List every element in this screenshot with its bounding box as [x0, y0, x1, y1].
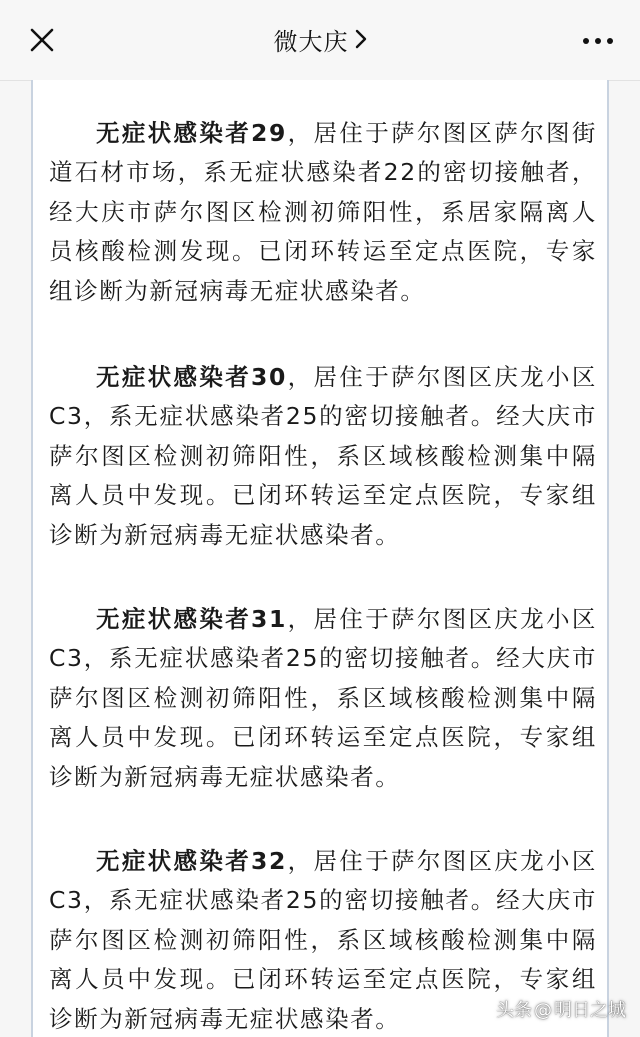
- article-paragraph: [49, 114, 597, 312]
- more-options-button[interactable]: [580, 26, 616, 56]
- case-heading: 无症状感染者30: [96, 362, 287, 391]
- account-name-link[interactable]: [274, 28, 367, 56]
- close-button[interactable]: [24, 22, 60, 58]
- article-paragraph: [49, 600, 597, 798]
- watermark-author: 明日之城: [554, 1000, 626, 1021]
- more-dots-icon: [580, 26, 616, 56]
- case-body: ，居住于萨尔图区庆龙小区C3，系无症状感染者25的密切接触者。经大庆市萨尔图区检测初筛阳性，系区域核酸检测集中隔离人员中发现。已闭环转运至定点医院，专家组诊断为新冠病毒无症状感染者。: [49, 362, 597, 549]
- source-watermark: [496, 993, 626, 1029]
- close-icon: [24, 22, 60, 58]
- article-content: [31, 80, 609, 1037]
- case-body: ，居住于萨尔图区萨尔图街道石材市场，系无症状感染者22的密切接触者，经大庆市萨尔图区检测初筛阳性，系居家隔离人员核酸检测发现。已闭环转运至定点医院，专家组诊断为新冠病毒无症状感染者。: [49, 118, 597, 305]
- page-title: 微大庆: [273, 28, 349, 56]
- case-heading: 无症状感染者32: [96, 846, 287, 875]
- article-paragraph: [49, 358, 597, 556]
- chevron-right-icon: [355, 0, 367, 83]
- case-heading: 无症状感染者29: [96, 118, 287, 147]
- case-body: ，居住于萨尔图区庆龙小区C3，系无症状感染者25的密切接触者。经大庆市萨尔图区检测初筛阳性，系区域核酸检测集中隔离人员中发现。已闭环转运至定点医院，专家组诊断为新冠病毒无症状感染者。: [49, 604, 597, 791]
- watermark-source: 头条: [496, 1000, 532, 1021]
- page-title-wrapper: [0, 0, 640, 80]
- watermark-at: @: [534, 1000, 552, 1021]
- case-heading: 无症状感染者31: [96, 604, 287, 633]
- top-navbar: [0, 0, 640, 81]
- case-body: ，居住于萨尔图区庆龙小区C3，系无症状感染者25的密切接触者。经大庆市萨尔图区检测初筛阳性，系区域核酸检测集中隔离人员中发现。已闭环转运至定点医院，专家组诊断为新冠病毒无症状感染者。: [49, 846, 597, 1033]
